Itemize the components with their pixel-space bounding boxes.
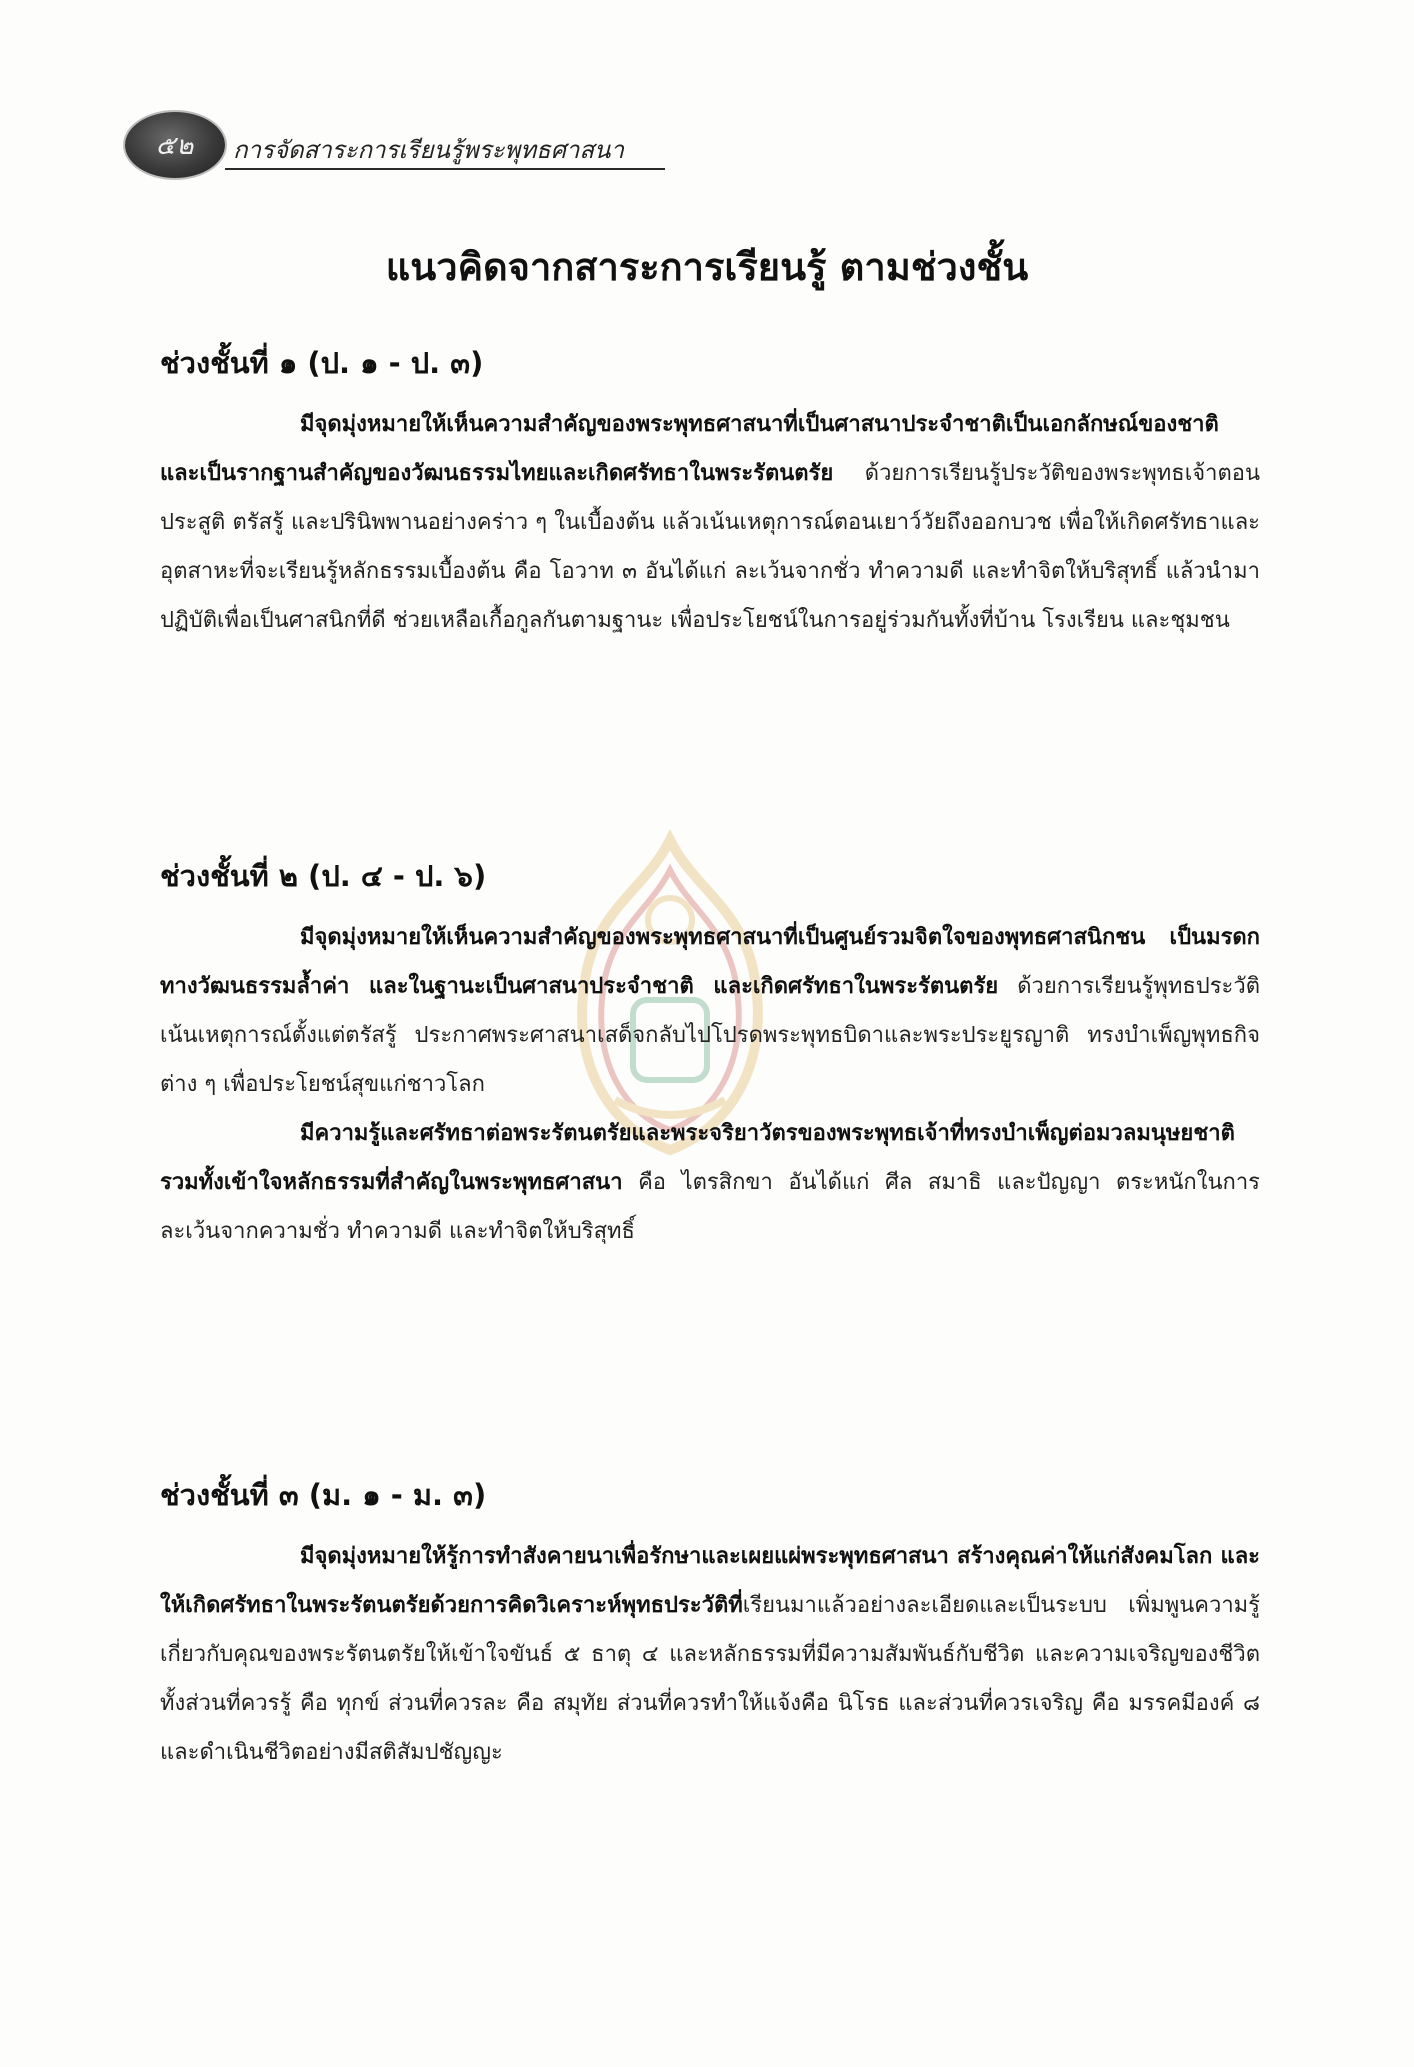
paragraph-lead: มีจุดมุ่งหมายให้เห็นความสำคัญของพระพุทธศาสนาที่เป็นศาสนาประจำชาติเป็นเอกลักษณ์ของชาติ และเป็นรากฐานสำคัญของวัฒนธรรมไทยและเกิดศรัทธาในพระรัตนตรัย (160, 412, 1219, 486)
section-paragraph (160, 1109, 1260, 1256)
paragraph-body: เรียนมาแล้วอย่างละเอียดและเป็นระบบ เพิ่มพูนความรู้เกี่ยวกับคุณของพระรัตนตรัยให้เข้าใจขันธ์ ๕ ธาตุ ๔ และหลักธรรมที่มีความสัมพันธ์กับชีวิต และความเจริญของชีวิตทั้งส่วนที่ควรรู้ คือ ทุกข์ ส่วนที่ควรละ คือ สมุทัย ส่วนที่ควรทำให้แจ้งคือ นิโรธ และส่วนที่ควรเจริญ คือ มรรคมีองค์ ๘ และดำเนินชีวิตอย่างมีสติสัมปชัญญะ (160, 1593, 1260, 1765)
paragraph-lead: มีจุดมุ่งหมายให้เห็นความสำคัญของพระพุทธศาสนาที่เป็นศูนย์รวมจิตใจของพุทธศาสนิกชน เป็นมรดกทางวัฒนธรรมล้ำค่า และในฐานะเป็นศาสนาประจำชาติ และเกิดศรัทธาในพระรัตนตรัย (160, 925, 1260, 999)
section-heading: ช่วงชั้นที่ ๑ (ป. ๑ - ป. ๓) (160, 346, 484, 380)
paragraph-body: ด้วยการเรียนรู้ประวัติของพระพุทธเจ้าตอนประสูติ ตรัสรู้ และปรินิพพานอย่างคร่าว ๆ ในเบื้องต้น แล้วเน้นเหตุการณ์ตอนเยาว์วัยถึงออกบวช เพื่อให้เกิดศรัทธาและอุตสาหะที่จะเรียนรู้หลักธรรมเบื้องต้น คือ โอวาท ๓ อันได้แก่ ละเว้นจากชั่ว ทำความดี และทำจิตให้บริสุทธิ์ แล้วนำมาปฏิบัติเพื่อเป็นศาสนิกที่ดี ช่วยเหลือเกื้อกูลกันตามฐานะ เพื่อประโยชน์ในการอยู่ร่วมกันทั้งที่บ้าน โรงเรียน และชุมชน (160, 461, 1260, 633)
paragraph-body: คือ ไตรสิกขา อันได้แก่ ศีล สมาธิ และปัญญา ตระหนักในการละเว้นจากความชั่ว ทำความดี และทำจิตให้บริสุทธิ์ (160, 1170, 1260, 1244)
section-heading: ช่วงชั้นที่ ๓ (ม. ๑ - ม. ๓) (160, 1478, 487, 1512)
section-heading: ช่วงชั้นที่ ๒ (ป. ๔ - ป. ๖) (160, 859, 487, 893)
page-number: ๕๒ (155, 130, 195, 161)
section-paragraph (160, 913, 1260, 1109)
section-paragraph (160, 1532, 1260, 1777)
section-3 (160, 1472, 1260, 1777)
section-2 (160, 853, 1260, 1256)
section-1 (160, 340, 1260, 645)
header-rule (225, 168, 665, 170)
paragraph-lead: มีความรู้และศรัทธาต่อพระรัตนตรัยและพระจริยาวัตรของพระพุทธเจ้าที่ทรงบำเพ็ญต่อมวลมนุษยชาติ รวมทั้งเข้าใจหลักธรรมที่สำคัญในพระพุทธศาสนา (160, 1121, 1235, 1195)
paragraph-lead: มีจุดมุ่งหมายให้รู้การทำสังคายนาเพื่อรักษาและเผยแผ่พระพุทธศาสนา สร้างคุณค่าให้แก่สังคมโลก และให้เกิดศรัทธาในพระรัตนตรัยด้วยการคิดวิเคราะห์พุทธประวัติที่ (160, 1544, 1260, 1618)
running-header (125, 112, 665, 178)
running-title: การจัดสาระการเรียนรู้พระพุทธศาสนา (233, 136, 624, 164)
page-title: แนวคิดจากสาระการเรียนรู้ ตามช่วงชั้น (385, 245, 1029, 289)
section-paragraph (160, 400, 1260, 645)
page-number-badge (125, 112, 225, 178)
paragraph-body: ด้วยการเรียนรู้พุทธประวัติ เน้นเหตุการณ์ตั้งแต่ตรัสรู้ ประกาศพระศาสนาเสด็จกลับไปโปรดพระพุทธบิดาและพระประยูรญาติ ทรงบำเพ็ญพุทธกิจต่าง ๆ เพื่อประโยชน์สุขแก่ชาวโลก (160, 974, 1260, 1097)
